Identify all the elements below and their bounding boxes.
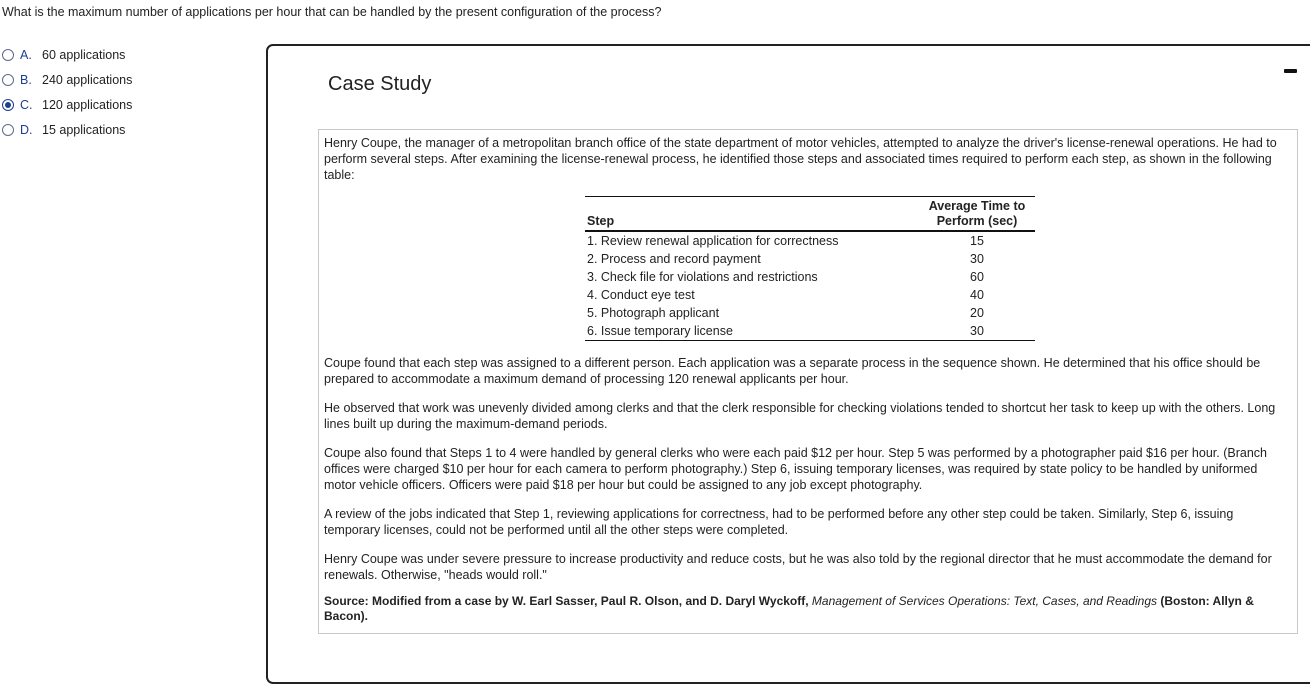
col-header-step: Step [587,214,615,228]
step-cell: 4. Conduct eye test [587,288,695,302]
time-cell: 30 [970,324,984,338]
col-header-time-line1: Average Time to [928,199,1026,213]
source-citation [324,594,1292,624]
time-cell: 60 [970,270,984,284]
steps-table [585,196,1035,341]
source-suffix: (Boston: Allyn & Bacon). [324,594,1254,623]
table-row [585,286,1035,304]
table-header-row [585,197,1035,232]
option-b[interactable] [2,67,132,92]
option-a[interactable] [2,42,132,67]
case-paragraph: Coupe found that each step was assigned to a different person. Each application was a separate process in the sequence shown. He determined that his office should be prepared to accommodate a maximum demand of processing 120 renewal applicants per hour. [324,356,1261,386]
table-row [585,268,1035,286]
col-header-time [919,197,1035,232]
table-row [585,304,1035,322]
time-cell: 20 [970,306,984,320]
table-row [585,250,1035,268]
option-letter: B. [20,72,32,87]
case-paragraph: Henry Coupe was under severe pressure to increase productivity and reduce costs, but he was also told by the regional director that he must accommodate the demand for renewals. Otherwise, "heads would roll." [324,552,1272,582]
answer-options [2,42,132,142]
option-letter: A. [20,47,32,62]
col-header-time-line2: Perform (sec) [936,214,1018,228]
option-letter: C. [20,97,33,112]
minimize-icon[interactable] [1284,69,1297,73]
source-book-title: Management of Services Operations: Text, Cases, and Readings [811,594,1157,608]
option-label: 240 applications [42,72,133,87]
radio-d[interactable] [2,124,14,136]
step-cell: 1. Review renewal application for correctness [587,234,839,248]
option-d[interactable] [2,117,132,142]
time-cell: 30 [970,252,984,266]
option-label: 15 applications [42,122,126,137]
option-label: 120 applications [42,97,133,112]
case-intro: Henry Coupe, the manager of a metropolitan branch office of the state department of motor vehicles, attempted to analyze the driver's license-renewal operations. He had to perform several steps. After examining the license-renewal process, he identified those steps and associated times required to perform each step, as shown in the following table: [324,136,1277,182]
option-c[interactable] [2,92,132,117]
step-cell: 6. Issue temporary license [587,324,733,338]
time-cell: 15 [970,234,984,248]
table-row [585,322,1035,341]
table-row [585,231,1035,250]
question-text: What is the maximum number of applications per hour that can be handled by the present configuration of the process? [2,5,662,19]
case-paragraph: Coupe also found that Steps 1 to 4 were handled by general clerks who were each paid $12 per hour. Step 5 was performed by a photographer paid $16 per hour. (Branch offices were charged $10 per hour for each camera to perform photography.) Step 6, issuing temporary licenses, was required by state policy to be handled by uniformed motor vehicle officers. Officers were paid $18 per hour but could be assigned to any job except photography. [324,446,1267,492]
source-prefix: Source: Modified from a case by W. Earl Sasser, Paul R. Olson, and D. Daryl Wyckoff, [324,594,812,608]
case-study-title: Case Study [328,73,432,95]
step-cell: 5. Photograph applicant [587,306,720,320]
radio-b[interactable] [2,74,14,86]
option-label: 60 applications [42,47,126,62]
step-cell: 3. Check file for violations and restrictions [587,270,818,284]
radio-a[interactable] [2,49,14,61]
step-cell: 2. Process and record payment [587,252,761,266]
option-letter: D. [20,122,33,137]
case-paragraph: A review of the jobs indicated that Step 1, reviewing applications for correctness, had to be performed before any other step could be taken. Similarly, Step 6, issuing temporary licenses, could not be performed until all the other steps were completed. [324,507,1234,537]
time-cell: 40 [970,288,984,302]
case-paragraph: He observed that work was unevenly divided among clerks and that the clerk responsible for checking violations tended to shortcut her task to keep up with the others. Long lines built up during the maximum-demand periods. [324,401,1276,431]
radio-c[interactable] [2,99,14,111]
case-study-content [318,129,1298,634]
